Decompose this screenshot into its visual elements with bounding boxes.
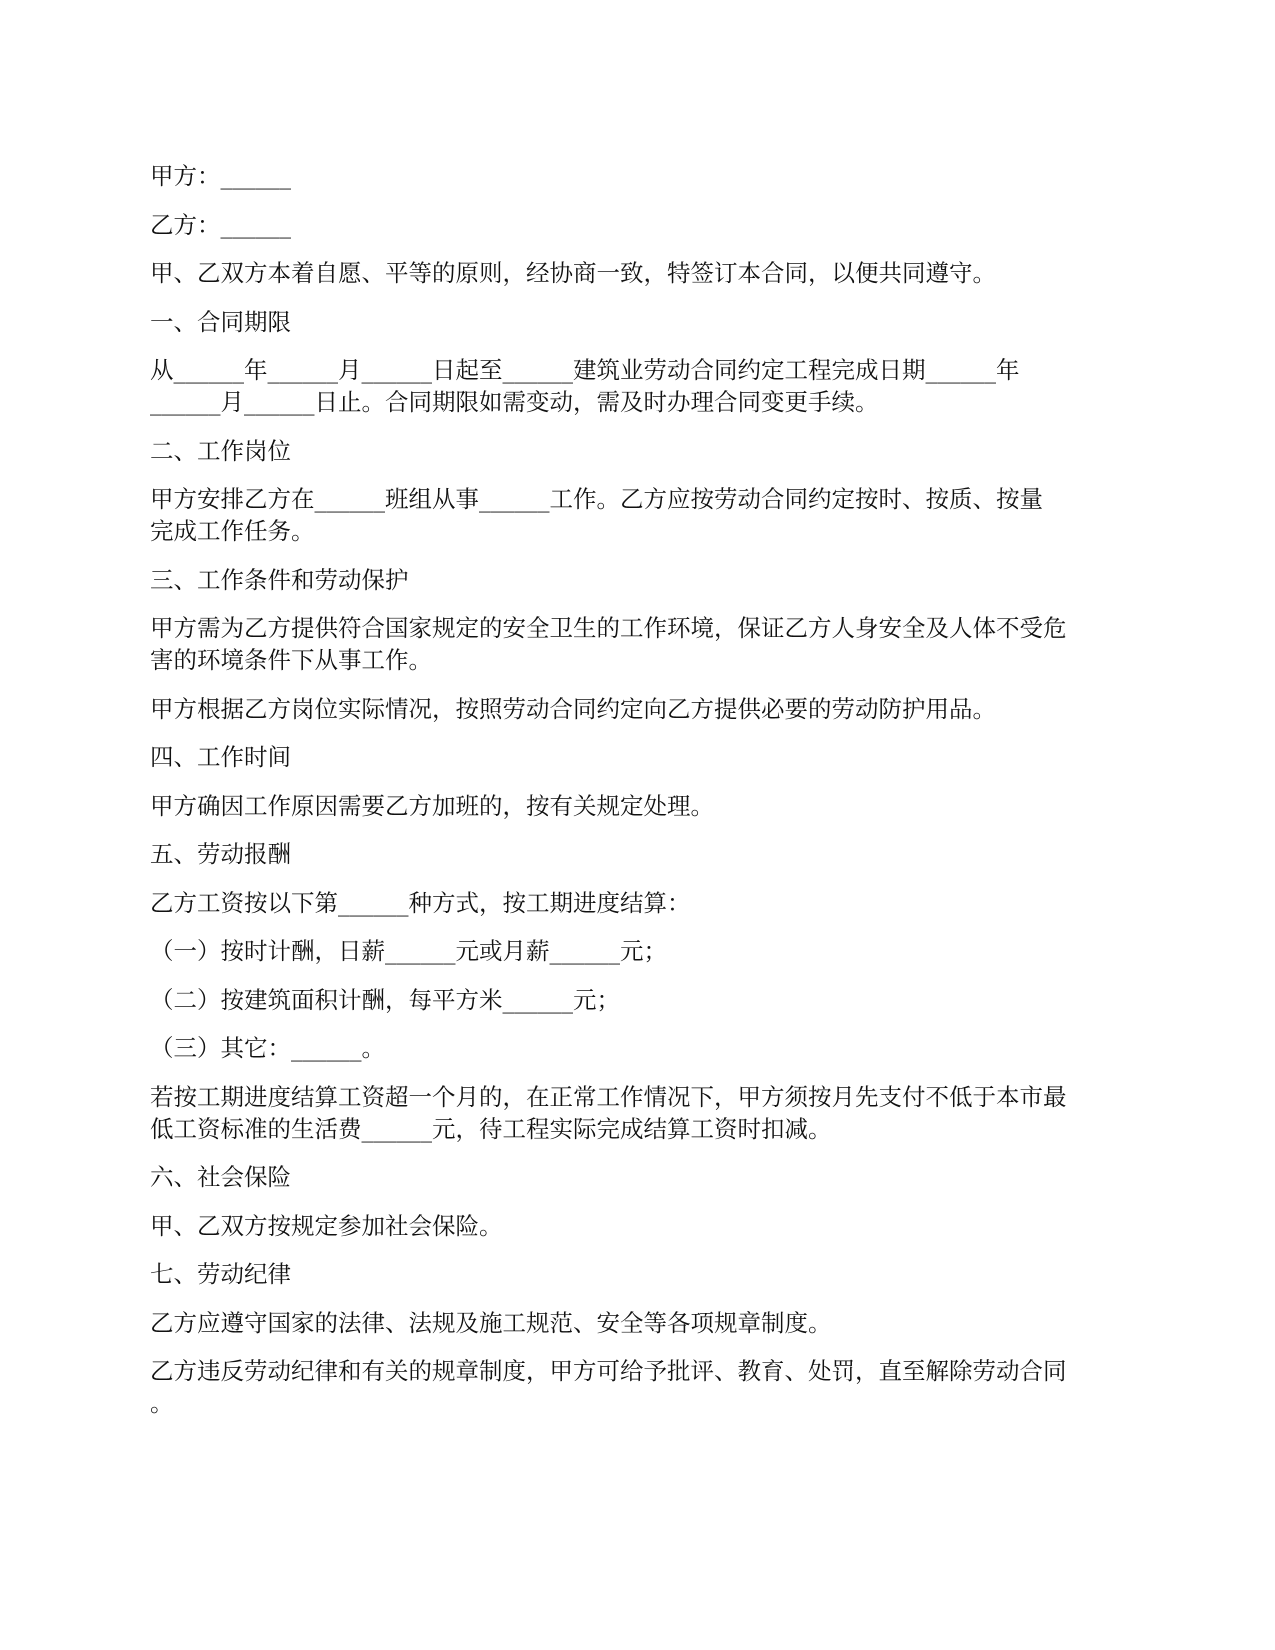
position-paragraph: 甲方安排乙方在______班组从事______工作。乙方应按劳动合同约定按时、按质、按量 完成工作任务。 [150, 485, 1043, 545]
conditions-paragraph-2: 甲方根据乙方岗位实际情况，按照劳动合同约定向乙方提供必要的劳动防护用品。 [150, 694, 996, 723]
discipline-paragraph-1: 乙方应遵守国家的法律、法规及施工规范、安全等各项规章制度。 [150, 1308, 832, 1337]
section-heading-discipline: 七、劳动纪律 [150, 1260, 291, 1288]
term-paragraph: 从______年______月______日起至______建筑业劳动合同约定工程完成日期______年 ______月______日止。合同期限如需变动，需及时办理合同变更手续。 [150, 356, 1020, 416]
party-a-line: 甲方：______ [150, 162, 291, 190]
hours-paragraph: 甲方确因工作原因需要乙方加班的，按有关规定处理。 [150, 791, 714, 820]
pay-option-3: （三）其它：______。 [150, 1034, 385, 1062]
pay-method-paragraph: 乙方工资按以下第______种方式，按工期进度结算： [150, 888, 691, 917]
living-allowance-paragraph: 若按工期进度结算工资超一个月的，在正常工作情况下，甲方须按月先支付不低于本市最 低工资标准的生活费______元，待工程实际完成结算工资时扣减。 [150, 1082, 1067, 1143]
preamble-paragraph: 甲、乙双方本着自愿、平等的原则，经协商一致，特签订本合同，以便共同遵守。 [150, 259, 996, 287]
section-heading-pay: 五、劳动报酬 [150, 840, 291, 868]
discipline-paragraph-2: 乙方违反劳动纪律和有关的规章制度，甲方可给予批评、教育、处罚，直至解除劳动合同 。 [150, 1357, 1067, 1417]
section-heading-hours: 四、工作时间 [150, 743, 291, 771]
section-heading-position: 二、工作岗位 [150, 436, 291, 465]
section-heading-term: 一、合同期限 [150, 307, 291, 336]
party-b-line: 乙方：______ [150, 210, 291, 239]
section-heading-insurance: 六、社会保险 [150, 1163, 291, 1191]
pay-option-1: （一）按时计酬，日薪______元或月薪______元； [150, 937, 667, 965]
pay-option-2: （二）按建筑面积计酬，每平方米______元； [150, 985, 620, 1014]
conditions-paragraph-1: 甲方需为乙方提供符合国家规定的安全卫生的工作环境，保证乙方人身安全及人体不受危 害的环境条件下从事工作。 [150, 614, 1067, 674]
section-heading-conditions: 三、工作条件和劳动保护 [150, 565, 409, 594]
document-body [150, 160, 1125, 1436]
insurance-paragraph: 甲、乙双方按规定参加社会保险。 [150, 1211, 503, 1240]
